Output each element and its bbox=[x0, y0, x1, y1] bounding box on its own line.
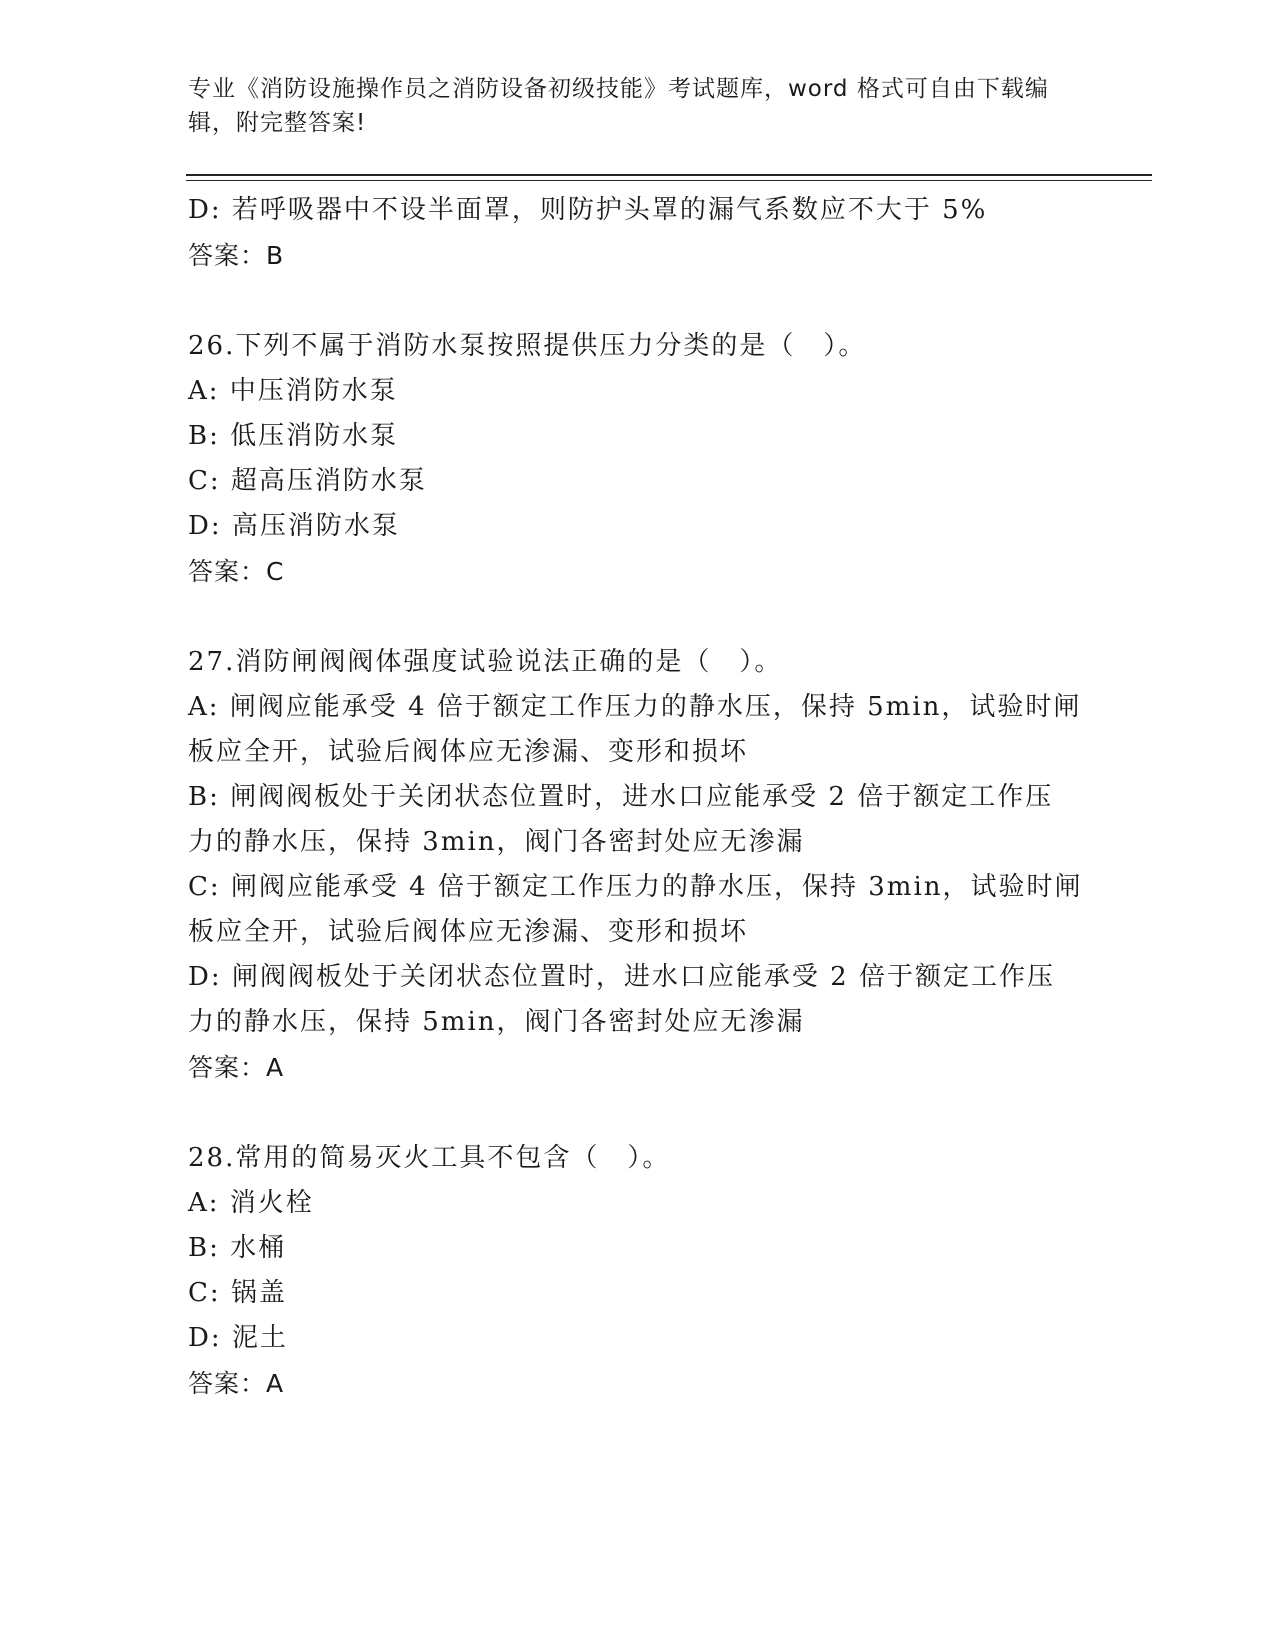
option-b: B: 水桶 bbox=[188, 1233, 287, 1263]
prev-answer: 答案：B bbox=[188, 241, 285, 270]
option-c-line-1: C: 闸阀应能承受 4 倍于额定工作压力的静水压，保持 3min，试验时闸 bbox=[188, 872, 1083, 902]
document-header bbox=[188, 72, 1068, 140]
option-b-line-2: 力的静水压，保持 3min，阀门各密封处应无渗漏 bbox=[188, 827, 805, 857]
question-27 bbox=[188, 640, 1088, 1090]
option-b: B: 低压消防水泵 bbox=[188, 421, 399, 451]
answer: 答案：A bbox=[188, 1369, 285, 1398]
option-a-line-2: 板应全开，试验后阀体应无渗漏、变形和损坏 bbox=[188, 737, 749, 767]
question-stem: 28.常用的简易灭火工具不包含（ ）。 bbox=[188, 1143, 671, 1173]
option-c: C: 超高压消防水泵 bbox=[188, 466, 427, 496]
option-a: A: 中压消防水泵 bbox=[188, 376, 398, 406]
question-content bbox=[188, 188, 1088, 1406]
option-c-line-2: 板应全开，试验后阀体应无渗漏、变形和损坏 bbox=[188, 917, 749, 947]
option-d: D: 泥土 bbox=[188, 1323, 288, 1353]
answer: 答案：A bbox=[188, 1053, 285, 1082]
answer: 答案：C bbox=[188, 557, 285, 586]
header-rule-thick bbox=[186, 174, 1152, 176]
header-line-2: 辑，附完整答案! bbox=[188, 110, 367, 136]
prev-option-d: D: 若呼吸器中不设半面罩，则防护头罩的漏气系数应不大于 5% bbox=[188, 195, 988, 225]
option-d-line-1: D: 闸阀阀板处于关闭状态位置时，进水口应能承受 2 倍于额定工作压 bbox=[188, 962, 1055, 992]
spacer bbox=[188, 1090, 1088, 1136]
question-26 bbox=[188, 324, 1088, 594]
spacer bbox=[188, 278, 1088, 324]
option-c: C: 锅盖 bbox=[188, 1278, 287, 1308]
option-b-line-1: B: 闸阀阀板处于关闭状态位置时，进水口应能承受 2 倍于额定工作压 bbox=[188, 782, 1054, 812]
question-stem: 26.下列不属于消防水泵按照提供压力分类的是（ ）。 bbox=[188, 331, 867, 361]
spacer bbox=[188, 594, 1088, 640]
option-a: A: 消火栓 bbox=[188, 1188, 314, 1218]
option-d: D: 高压消防水泵 bbox=[188, 511, 400, 541]
question-stem: 27.消防闸阀阀体强度试验说法正确的是（ ）。 bbox=[188, 647, 783, 677]
option-d-line-2: 力的静水压，保持 5min，阀门各密封处应无渗漏 bbox=[188, 1007, 805, 1037]
question-28 bbox=[188, 1136, 1088, 1406]
option-a-line-1: A: 闸阀应能承受 4 倍于额定工作压力的静水压，保持 5min，试验时闸 bbox=[188, 692, 1082, 722]
header-line-1: 专业《消防设施操作员之消防设备初级技能》考试题库，word 格式可自由下载编 bbox=[188, 76, 1049, 102]
header-rule-thin bbox=[186, 180, 1152, 181]
